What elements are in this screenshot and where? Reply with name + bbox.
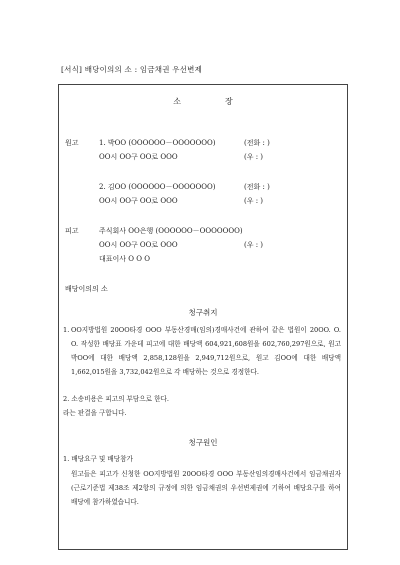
form-label: [서식] 배당이의의 소 : 임금채권 우선변제: [61, 65, 203, 74]
title-char-right: 장: [225, 97, 233, 106]
cause-section-1-title: 1. 배당요구 및 배당참가: [63, 455, 133, 463]
defendant-representative: 대표이사 O O O: [99, 255, 150, 263]
plaintiff-2-address: OO시 OO구 OO로 OOO: [99, 197, 178, 205]
plaintiff-2-zip: (우 : ): [244, 197, 264, 205]
plaintiff-2-name: 2. 김OO (OOOOOO－OOOOOOO): [99, 183, 216, 191]
defendant-address: OO시 OO구 OO로 OOO: [99, 241, 178, 249]
document-title: [59, 96, 347, 107]
plaintiff-1-phone: (전화 : ): [244, 139, 270, 147]
claim-item-1: OO지방법원 20OO타경 OOO 부동산경매(임의)경매사건에 관하여 같은 법원이 20OO. O. O. 작성한 배당표 가운데 피고에 대한 배당액 604,921,608원을 602,760,297원으로, 원고 박OO에 대한 배당액 2,858,128원을 2,949,712원으로, 원고 김OO에 대한 배당액 1,662,015원을 3,732,042원으로 각 배당하는 것으로 경정한다.: [71, 326, 341, 376]
defendant-role-label: 피고: [65, 227, 79, 235]
title-char-left: 소: [173, 97, 181, 106]
defendant-name: 주식회사 OO은행 (OOOOOO－OOOOOOO): [99, 227, 243, 235]
claim-item-2: 2. 소송비용은 피고의 부담으로 한다.: [63, 395, 169, 403]
case-title: 배당이의의 소: [65, 285, 108, 293]
defendant-zip: (우 : ): [244, 241, 264, 249]
plaintiff-role-label: 원고: [65, 139, 79, 147]
plaintiff-1-name: 1. 박OO (OOOOOO－OOOOOOO): [99, 139, 216, 147]
claim-closing: 라는 판결을 구합니다.: [63, 409, 127, 417]
claim-item-1-number: 1.: [63, 326, 70, 334]
plaintiff-1-zip: (우 : ): [244, 153, 264, 161]
plaintiff-2-phone: (전화 : ): [244, 183, 270, 191]
claim-cause-heading: 청구원인: [188, 438, 218, 447]
plaintiff-1-address: OO시 OO구 OO로 OOO: [99, 153, 178, 161]
complaint-document: [58, 84, 348, 550]
claim-purpose-heading: 청구취지: [188, 308, 218, 317]
cause-section-1-body: 원고들은 피고가 신청한 OO지방법원 20OO타경 OOO 부동산임의경매사건에서 임금채권자(근로기준법 제38조 제2항의 규정에 의한 임금채권의 우선변제권에 기하여 배당요구를 하여 배당에 참가하였습니다.: [71, 470, 341, 506]
